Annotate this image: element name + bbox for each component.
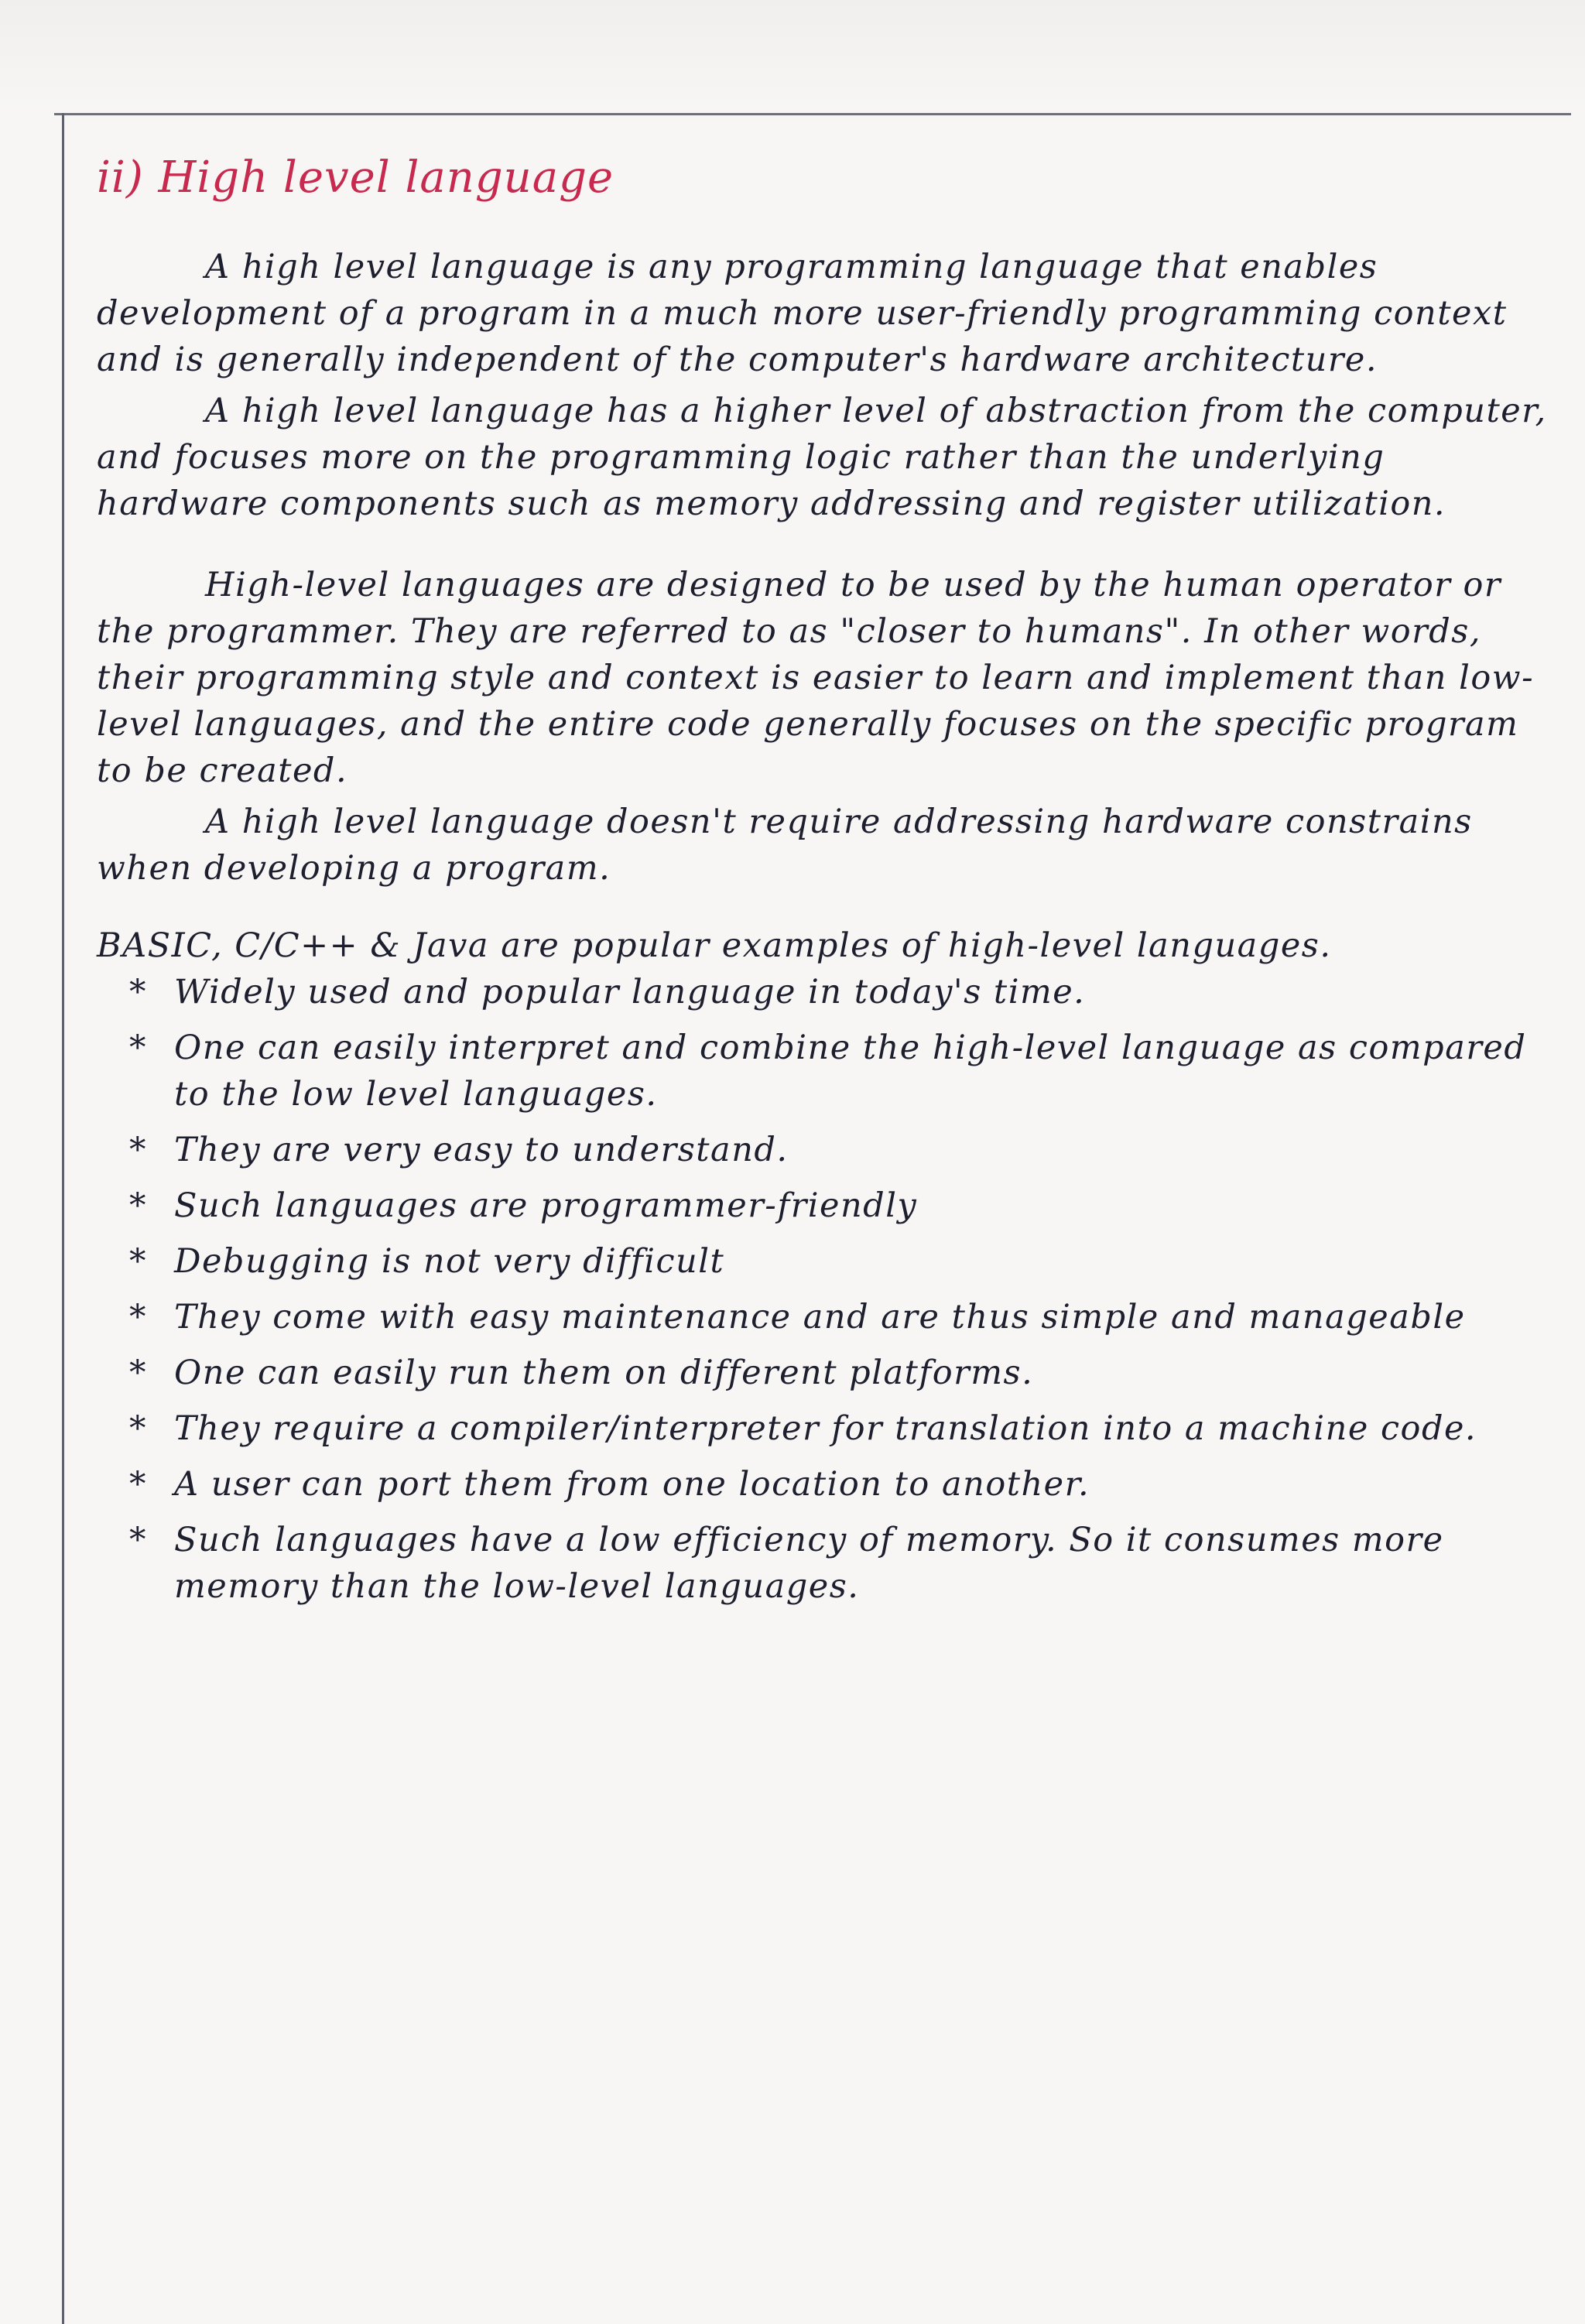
notes-content <box>97 147 1552 2314</box>
margin-rule-line <box>62 113 64 2324</box>
list-item <box>97 1238 1552 1285</box>
list-item-text: One can easily run them on different platforms. <box>174 1354 1034 1392</box>
paragraph-hardware-constraints: A high level language doesn't require addressing hardware constrains when developing a program. <box>97 803 1473 888</box>
list-item-text: They come with easy maintenance and are thus simple and manageable <box>174 1298 1466 1337</box>
bullet-star-icon: * <box>129 1354 147 1392</box>
page-top-edge <box>0 0 1585 108</box>
list-item <box>97 1517 1552 1610</box>
list-item <box>97 969 1552 1015</box>
list-item-text: They are very easy to understand. <box>174 1131 789 1169</box>
bullet-star-icon: * <box>129 1131 147 1169</box>
list-item-text: Such languages are programmer-friendly <box>174 1186 918 1225</box>
list-item-text: Such languages have a low efficiency of memory. So it consumes more memory than the low-level languages. <box>174 1521 1444 1606</box>
section-heading: ii) High level language <box>97 152 614 203</box>
bullet-star-icon: * <box>129 1465 147 1504</box>
bullet-star-icon: * <box>129 1186 147 1225</box>
list-item-text: Widely used and popular language in today's time. <box>174 973 1086 1011</box>
list-item <box>97 1025 1552 1118</box>
bullet-star-icon: * <box>129 1521 147 1559</box>
advantages-list <box>97 969 1552 1610</box>
list-item <box>97 1350 1552 1396</box>
top-rule-line <box>54 113 1571 115</box>
paragraph-abstraction: A high level language has a higher level of abstraction from the computer, and focuses more on the programming logic rather than the underlying hardware components such as memory addressing and register utilization. <box>97 392 1547 523</box>
bullet-star-icon: * <box>129 1298 147 1337</box>
bullet-star-icon: * <box>129 973 147 1011</box>
bullet-star-icon: * <box>129 1029 147 1067</box>
list-item <box>97 1461 1552 1508</box>
paragraph-examples: BASIC, C/C++ & Java are popular examples of high-level languages. <box>97 926 1332 965</box>
paragraph-definition: A high level language is any programming language that enables development of a program in a much more user-friendly programming context and is generally independent of the computer's hardware architecture. <box>97 248 1508 379</box>
list-item <box>97 1127 1552 1173</box>
list-item <box>97 1405 1552 1452</box>
list-item <box>97 1294 1552 1340</box>
bullet-star-icon: * <box>129 1242 147 1281</box>
list-item-text: A user can port them from one location to another. <box>174 1465 1090 1504</box>
list-item-text: Debugging is not very difficult <box>174 1242 725 1281</box>
paragraph-human-operator: High-level languages are designed to be used by the human operator or the programmer. They are referred to as "closer to humans". In other words, their programming style and context is easier to learn and implement than low-level languages, and the entire code generally focuses on the specific program to be created. <box>97 566 1535 790</box>
list-item <box>97 1183 1552 1229</box>
list-item-text: They require a compiler/interpreter for translation into a machine code. <box>174 1409 1477 1448</box>
list-item-text: One can easily interpret and combine the high-level language as compared to the low level languages. <box>174 1029 1527 1114</box>
bullet-star-icon: * <box>129 1409 147 1448</box>
